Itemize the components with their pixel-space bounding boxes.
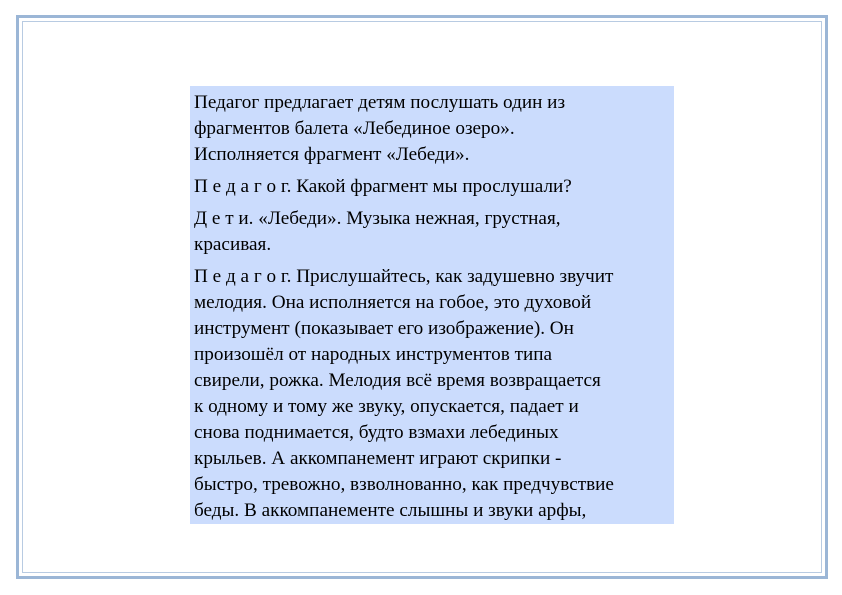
paragraph-children-answer: Д е т и. «Лебеди». Музыка нежная, грустная, красивая.	[194, 208, 561, 255]
text-box	[190, 86, 674, 524]
paragraph-teacher-question: П е д а г о г. Какой фрагмент мы прослушали?	[194, 176, 572, 197]
paragraph-teacher-explanation: П е д а г о г. Прислушайтесь, как задушевно звучит мелодия. Она исполняется на гобое, это духовой инструмент (показывает его изображение). Он произошёл от народных инструментов типа свирели, рожка. Мелодия всё время возвращается к одному и тому же звуку, опускается, падает и снова поднимается, будто взмахи лебединых крыльев. А аккомпанемент играют скрипки - быстро, тревожно, взволнованно, как предчувствие беды. В аккомпанементе слышны и звуки арфы,	[194, 266, 614, 521]
paragraph-intro: Педагог предлагает детям послушать один из фрагментов балета «Лебединое озеро». Исполняется фрагмент «Лебеди».	[194, 92, 566, 165]
